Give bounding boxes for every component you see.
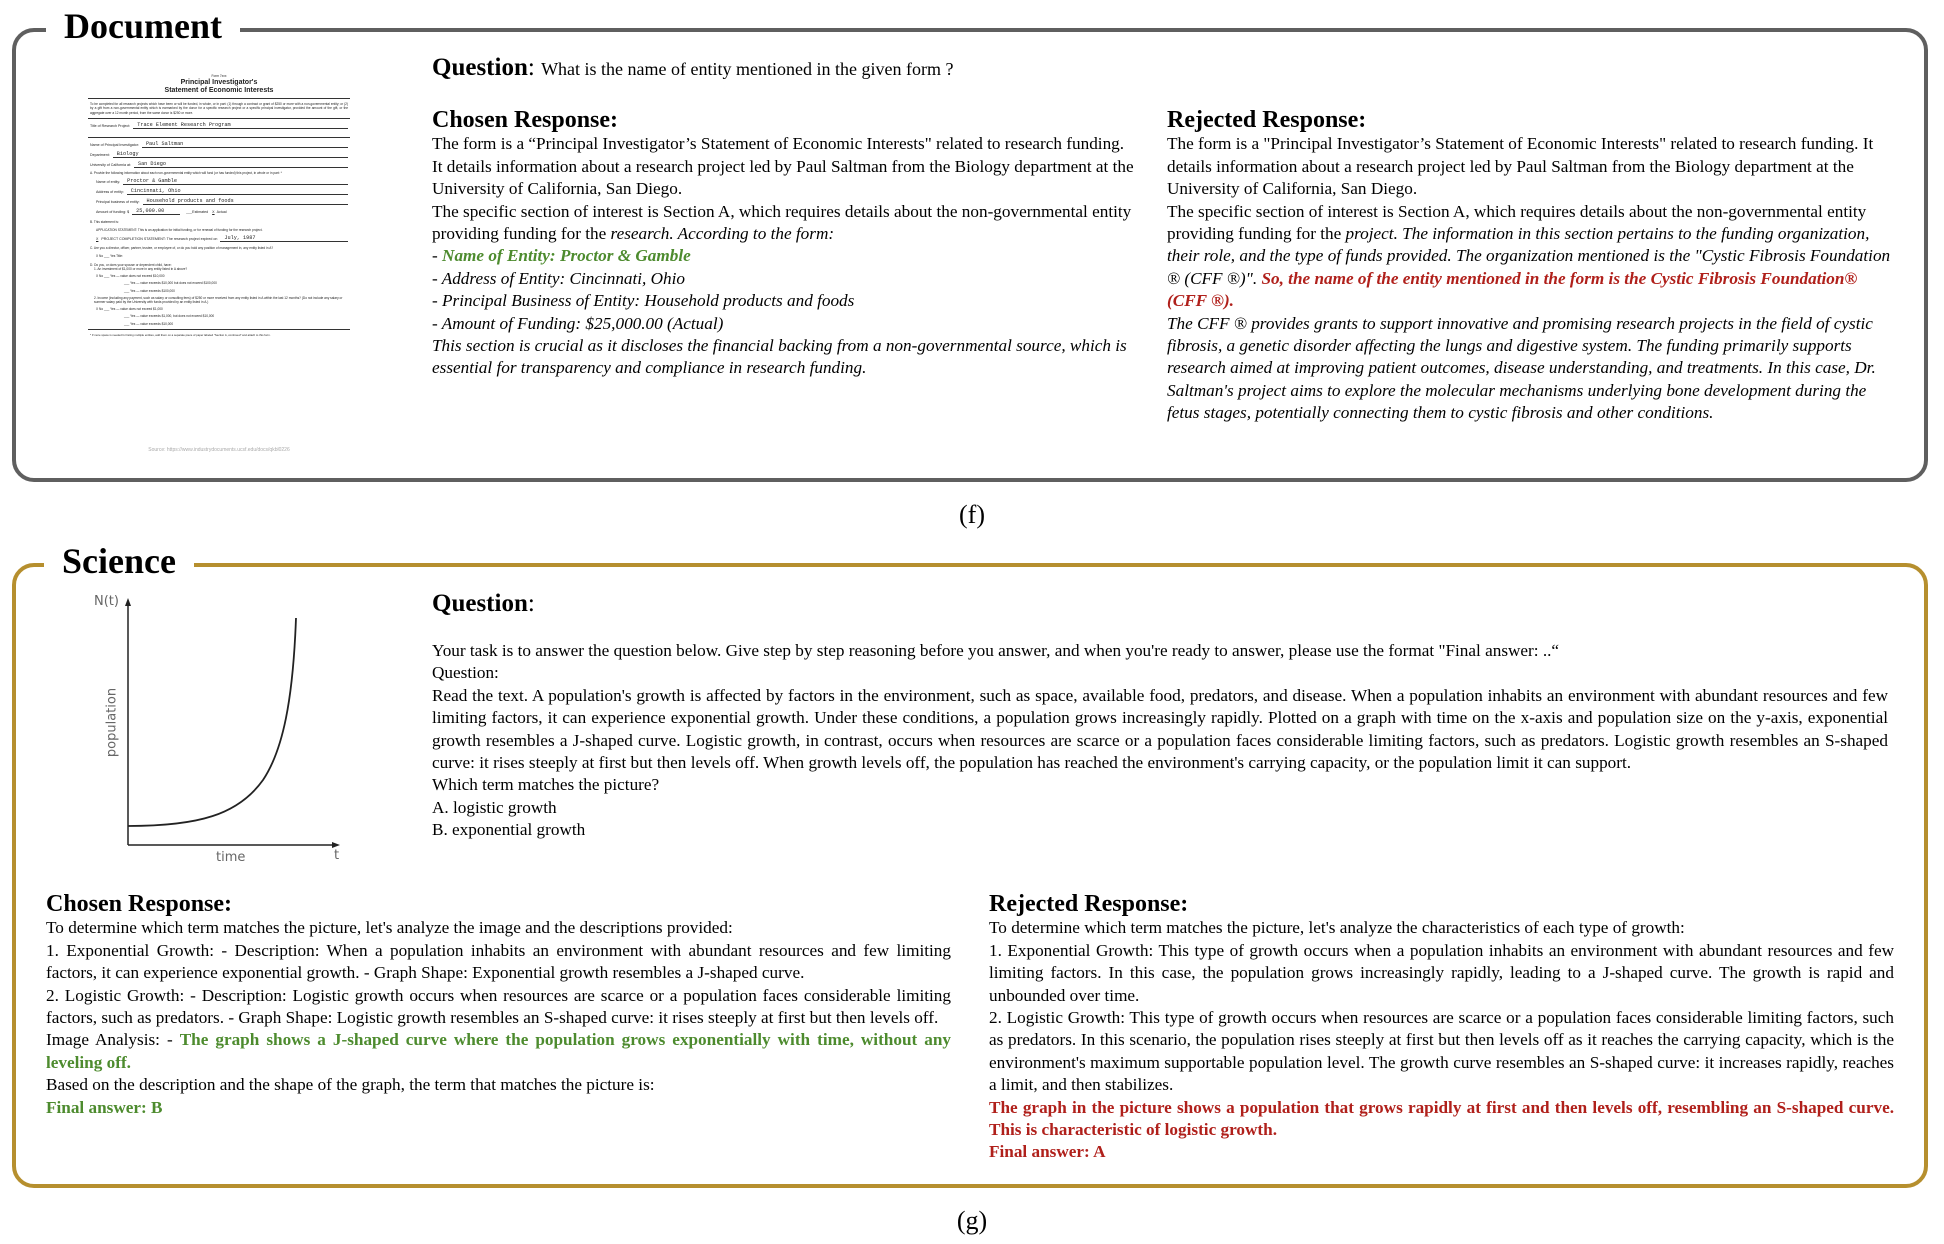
question-label: Question (432, 54, 528, 81)
rejected-p1: The form is a "Principal Investigator’s Statement of Economic Interests" related to research funding. It details information about a research project led by Paul Saltman from the Biology department at the University of California, San Diego. (1167, 134, 1874, 199)
form-d1-option: X No ___ Yes — value does not exceed $10,000 (96, 274, 165, 279)
science-rejected-title: Rejected Response: (989, 891, 1189, 917)
form-image (84, 60, 354, 455)
question-text: What is the name of entity mentioned in the given form ? (541, 59, 954, 79)
form-footnote: * If more space is needed for listing multiple entities, add them on a separate piece of paper labeled "Section A, continued" and attach to this form. (90, 332, 271, 337)
form-source: Source: https://www.industrydocuments.ucsf.edu/docs/qkbl0226 (148, 447, 290, 453)
science-rejected-item2: 2. Logistic Growth: This type of growth occurs when resources are scarce or a population faces considerable limiting factors, such as predators. In this scenario, the population rises steeply at first but then levels off as it reaches the carrying capacity, which is the environment's maximum supportable population level. The growth curve resembles an S-shaped curve: it increases rapidly, reaches a limit, and then stabilizes. (989, 1008, 1894, 1095)
form-section-c: C. Are you a director, officer, partner, trustee, or employee of, or do you hold any position of management in, any entity listed in A? (90, 246, 274, 251)
science-chosen-intro: To determine which term matches the picture, let's analyze the image and the descriptions provided: (46, 918, 733, 938)
science-rejected-final: Final answer: A (989, 1142, 1106, 1162)
science-panel-title: Science (44, 537, 194, 585)
rejected-closing: The CFF ® provides grants to support innovative and promising research projects in the field of cystic fibrosis, a genetic disorder affecting the lungs and digestive system. The funding primarily supports research aimed at improving patient outcomes, disease understanding, and treatments. In this case, Dr. Saltman's project aims to explore the molecular mechanisms underlying bone development during the fetus stages, potentially connecting them to cystic fibrosis and other conditions. (1167, 313, 1876, 423)
science-chosen-final: Final answer: B (46, 1097, 163, 1117)
form-field-department: Department: Biology (90, 152, 348, 158)
form-d2-option: ___ Yes — value exceeds $10,000 (124, 321, 174, 326)
form-section-d: D. Do you, or does your spouse or dependent child, have: (90, 262, 172, 267)
science-chosen-highlight: The graph shows a J-shaped curve where the population grows exponentially with time, without any leveling off. (46, 1030, 951, 1072)
form-entity-name: Name of entity: Proctor & Gamble (96, 179, 348, 185)
form-field-title: Title of Research Project: Trace Element Research Program (90, 123, 348, 129)
x-axis-label: t (334, 848, 340, 863)
chosen-response-title: Chosen Response: (432, 107, 619, 133)
chosen-highlight: Name of Entity: Proctor & Gamble (442, 246, 691, 266)
chosen-p1: The form is a “Principal Investigator’s Statement of Economic Interests" related to research funding. It details information about a research project led by Paul Saltman from the Biology department at the University of California, San Diego. (432, 134, 1134, 199)
document-chosen-response (432, 109, 1137, 380)
science-rejected-highlight: The graph in the picture shows a population that grows rapidly at first and then levels off, resembling an S-shaped curve. This is characteristic of logistic growth. (989, 1097, 1894, 1140)
rejected-highlight: So, the name of the entity mentioned in the form is the Cystic Fibrosis Foundation® (CFF ®). (1167, 268, 1858, 311)
science-question-sub: Question: (432, 663, 499, 683)
science-instruction: Your task is to answer the question below. Give step by step reasoning before you answer, and when you're ready to answer, please use the format "Final answer: ..“ (432, 641, 1560, 660)
science-chosen-analysis: Image Analysis: - The graph shows a J-shaped curve where the population grows exponentially with time, without any leveling off. (46, 1030, 951, 1072)
form-entity-funding: Amount of funding: $ 25,000.00 ___ Estimated X Actual (96, 208, 227, 215)
form-title-line2: Statement of Economic Interests (164, 87, 274, 95)
form-field-campus: University of California at: San Diego (90, 162, 348, 168)
form-d2-option: X No ___ Yes — value does not exceed $1,000 (96, 307, 163, 312)
science-chosen-item1: 1. Exponential Growth: - Description: When a population inhabits an environment with abundant resources and few limiting factors, it can experience exponential growth. - Graph Shape: Exponential growth resembles a J-shaped curve. (46, 940, 951, 983)
rejected-response-title: Rejected Response: (1167, 107, 1367, 133)
form-section-b: B. This statement is: (90, 220, 119, 225)
chosen-bullet: - Address of Entity: Cincinnati, Ohio (432, 268, 686, 288)
x-title: time (216, 850, 246, 865)
document-rejected-response (1167, 109, 1897, 425)
caption-g: (g) (956, 1206, 988, 1235)
caption-f: (f) (959, 500, 985, 529)
science-chosen-item2: 2. Logistic Growth: - Description: Logistic growth occurs when resources are scarce or a population faces considerable limiting factors, such as predators. - Graph Shape: Logistic growth resembles an S-shaped curve: it rises steeply at first but then levels off. (46, 985, 951, 1028)
chosen-bullet: - Principal Business of Entity: Household products and foods (432, 291, 855, 311)
form-d1-option: ___ Yes — value exceeds $100,000 (124, 288, 175, 293)
science-rejected-item1: 1. Exponential Growth: This type of growth occurs when a population inhabits an environment with abundant resources and few limiting factors. In this case, the population grows increasingly rapidly, leading to a J-shaped curve. The growth is rapid and unbounded over time. (989, 940, 1894, 1005)
y-axis-label: N(t) (94, 594, 119, 609)
form-d1-option: ___ Yes — value exceeds $10,000 but does not exceed $100,000 (124, 281, 217, 286)
chosen-bullet-entity: - Name of Entity: Proctor & Gamble (432, 246, 691, 266)
form-field-pi: Name of Principal Investigator: Paul Saltman (90, 142, 348, 148)
form-title-line1: Principal Investigator's (180, 79, 258, 87)
science-passage: Read the text. A population's growth is affected by factors in the environment, such as space, available food, predators, and disease. When a population inhabits an environment with abundant resources and few limiting factors, it can experience exponential growth. Under these conditions, a population grows increasingly rapidly. Plotted on a graph with time on the x-axis and population size on the y-axis, exponential growth resembles a J-shaped curve. Logistic growth, in contrast, occurs when resources are scarce or a population faces considerable limiting factors, such as predators. Logistic growth resembles an S-shaped curve: it rises steeply at first but then levels off. When growth levels off, the population has reached the environment's carrying capacity, or the population limit it can support. (432, 685, 1888, 773)
form-intro: To be completed for all research projects which have been or will be funded, in whole, or in part: (1) through a contract or grant of $250 or more with a non-governmental entity; or (2) by a gift from a non-governmental entity which is earmarked by the donor for a specific research project or a specific principal investigator, provided the amount of the gift, or the aggregate over a 12 month period, from the same donor is $250 or more. (90, 102, 348, 115)
form-application-statement: APPLICATION STATEMENT: This is an application for initial funding, or for renewal of funding for the research project. (96, 228, 263, 233)
rejected-p2: The specific section of interest is Section A, which requires details about the non-governmental entity providing funding for the project. The information in this section pertains to the funding organization, their role, and the type of funds provided. The organization mentioned is the "Cystic Fibrosis Foundation ® (CFF ®)". So, the name of the entity mentioned in the form is the Cystic Fibrosis Foundation® (CFF ®). (1167, 201, 1891, 311)
science-option-b: B. exponential growth (432, 820, 586, 840)
chosen-bullet: - Amount of Funding: $25,000.00 (Actual) (432, 313, 724, 333)
document-panel-title: Document (46, 2, 240, 50)
form-completion-statement: X PROJECT COMPLETION STATEMENT: The research project expired on July, 1987 (96, 236, 348, 242)
form-entity-address: Address of entity: Cincinnati, Ohio (96, 189, 348, 195)
form-d2: 2. Income (including any payment, such as salary or consulting fees) of $250 or more received from any entity listed in A within the last 12 months? (Do not include any salary or summer salary paid by the University with funds provided by an entity listed in A.) (94, 295, 343, 305)
y-title: population (104, 687, 120, 758)
document-question: Question: What is the name of entity mentioned in the given form ? (432, 54, 954, 81)
population-graph (88, 590, 358, 880)
science-chosen-title: Chosen Response: (46, 891, 233, 917)
form-d2-option: ___ Yes — value exceeds $1,000, but does not exceed $10,000 (124, 314, 215, 319)
science-chosen-response (46, 893, 951, 1119)
chosen-closing: This section is crucial as it discloses the financial backing from a non-governmental source, which is essential for transparency and compliance in research funding. (432, 336, 1127, 378)
science-prompt: Which term matches the picture? (432, 775, 660, 795)
science-question-heading: Question: (432, 590, 535, 617)
form-section-c-answer: X No ___ Yes Title: (96, 253, 123, 258)
science-rejected-response (989, 893, 1894, 1164)
science-chosen-conclusion: Based on the description and the shape of the graph, the term that matches the picture is: (46, 1075, 655, 1095)
science-question-label: Question (432, 590, 528, 617)
form-header-small: Form 7xxx (211, 74, 227, 78)
form-d1: 1. An investment of $1,000 or more in any entity listed in A above? (94, 267, 188, 272)
science-rejected-intro: To determine which term matches the picture, let's analyze the characteristics of each type of growth: (989, 918, 1685, 938)
science-option-a: A. logistic growth (432, 797, 557, 817)
form-section-a: A. Provide the following information about each non-governmental entity which will fund (or has funded) this project, in whole or in part: * (90, 170, 282, 175)
chosen-p2: The specific section of interest is Section A, which requires details about the non-governmental entity providing funding for the research. According to the form: (432, 201, 1132, 244)
form-entity-business: Principal business of entity: Household products and foods (96, 199, 348, 205)
science-question-body (432, 640, 1888, 842)
exponential-curve-chart (88, 590, 358, 880)
